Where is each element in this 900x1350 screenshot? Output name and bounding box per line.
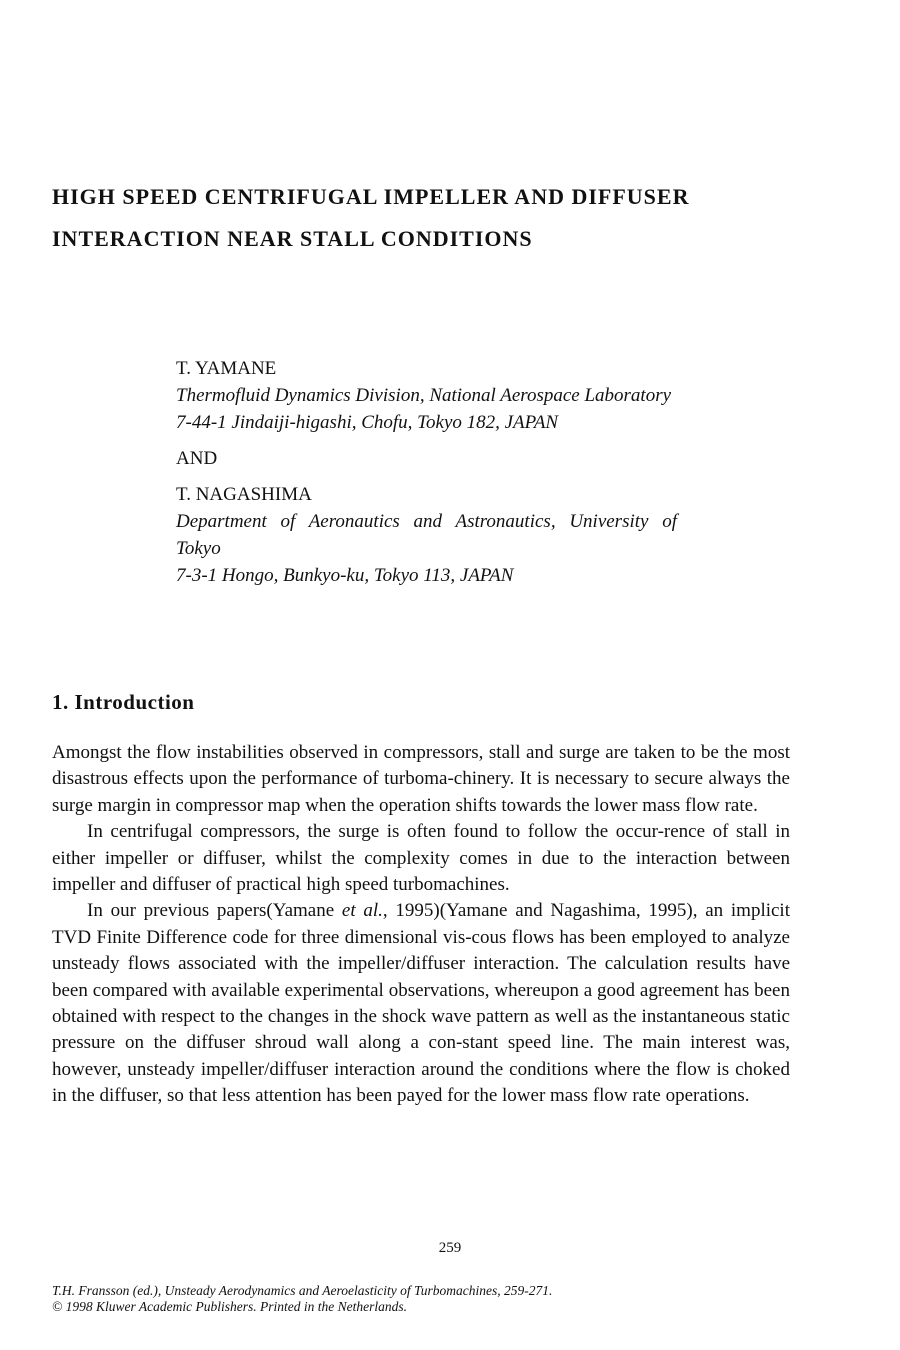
paragraph-2: In centrifugal compressors, the surge is often found to follow the occur-rence of stall in either impeller or diffuser, whilst the complexity comes in due to the interaction between impeller and diffuser of practical high speed turbomachines. <box>52 821 790 896</box>
author-2-affiliation-line-2: Tokyo <box>176 538 221 559</box>
section-body <box>52 740 790 1110</box>
paragraph-1: Amongst the flow instabilities observed in compressors, stall and surge are taken to be the most disastrous effects upon the performance of turboma-chinery. It is necessary to secure always the surge margin in compressor map when the operation shifts towards the lower mass flow rate. <box>52 742 790 816</box>
author-1-affiliation: Thermofluid Dynamics Division, National Aerospace Laboratory <box>176 385 672 406</box>
footer <box>52 1283 852 1315</box>
paragraph-3-citation-et-al: et al. <box>341 900 383 922</box>
author-1-address: 7-44-1 Jindaiji-higashi, Chofu, Tokyo 182, JAPAN <box>176 412 559 433</box>
title-line-2: INTERACTION NEAR STALL CONDITIONS <box>52 226 533 251</box>
paper-title <box>52 176 832 260</box>
paragraph-3-part-1: In our previous papers(Yamane <box>87 900 342 922</box>
paragraph-3-part-2: , 1995)(Yamane and Nagashima, 1995), an implicit TVD Finite Difference code for three dimensional vis-cous flows has been employed to analyze unsteady flows associated with the impeller/diffuser interaction. The calculation results have been compared with available experimental observations, whereupon a good agreement has been obtained with respect to the changes in the shock wave pattern as well as the instantaneous static pressure on the diffuser shroud wall along a con-stant speed line. The main interest was, however, unsteady impeller/diffuser interaction around the conditions where the flow is choked in the diffuser, so that less attention has been payed for the lower mass flow rate operations. <box>52 900 790 1107</box>
author-2-affiliation-line-1: Department of Aeronautics and Astronautics, University of <box>176 511 677 532</box>
page-number: 259 <box>438 1240 462 1256</box>
author-1-name: T. YAMANE <box>176 358 277 379</box>
section-heading: 1. Introduction <box>52 690 195 714</box>
author-conjunction: AND <box>176 448 218 469</box>
paragraph-3 <box>52 898 790 1109</box>
title-line-1: HIGH SPEED CENTRIFUGAL IMPELLER AND DIFFUSER <box>52 184 690 209</box>
footer-citation: T.H. Fransson (ed.), Unsteady Aerodynamics and Aeroelasticity of Turbomachines, 259-271. <box>52 1283 553 1298</box>
author-2-address: 7-3-1 Hongo, Bunkyo-ku, Tokyo 113, JAPAN <box>176 565 514 586</box>
footer-copyright: © 1998 Kluwer Academic Publishers. Printed in the Netherlands. <box>52 1299 407 1314</box>
author-2-name: T. NAGASHIMA <box>176 484 312 505</box>
author-block <box>176 355 836 589</box>
